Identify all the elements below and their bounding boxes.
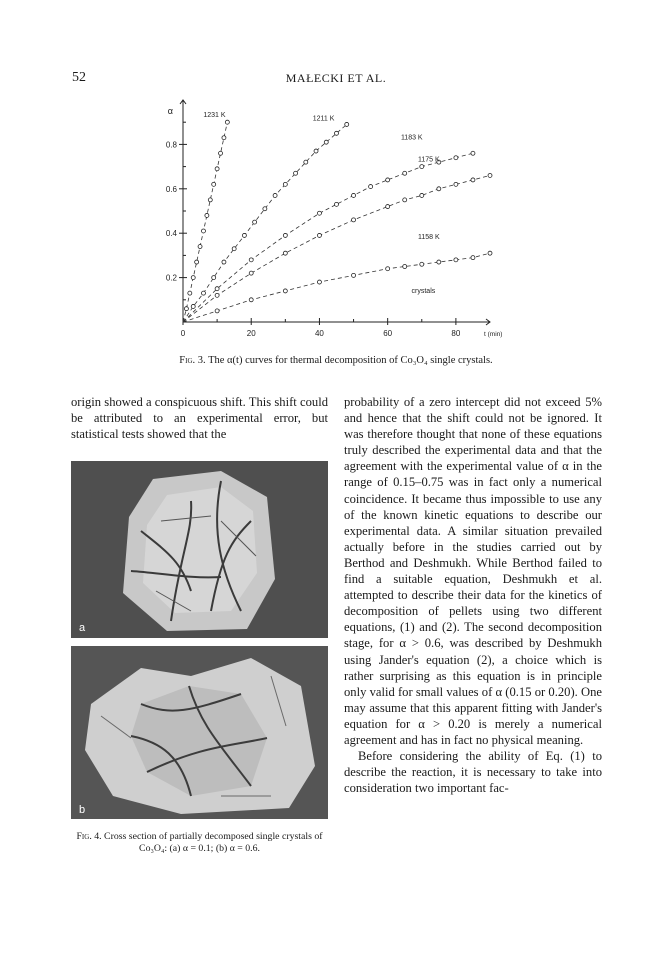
- data-point: [454, 258, 458, 262]
- series-label: 1158 K: [418, 234, 440, 242]
- figure-4-caption: [71, 831, 328, 855]
- data-point: [188, 291, 192, 295]
- right-paragraph-1: probability of a zero intercept did not exceed 5% and hence that the shift could not be ignored. It was therefore thought that none of these equations truly described the experimental data and that the agreement with the experimental value of α in the range of 0.15–0.75 was in fact only a numerical coincidence. It became thus impossible to use any of the known kinetic equations to describe our experimental data. A similar situation prevailed actually before in the studies carried out by Berthod and Deshmukh. While Berthod failed to find a suitable equation, Deshmukh et al. attempted to describe their data for the kinetics of decomposition of pellets using two different equations, (1) and (2). The second decomposition stage, for α > 0.6, was described by Deshmukh using Jander's equation (2), a choice which is rather surprising as this equation is in principle only valid for small values of α (0.15 or 0.20). One may assume that this apparent fitting with Jander's equation for α > 0.20 is merely a numerical agreement and has in fact no physical meaning.: [344, 395, 602, 747]
- series-line: [183, 124, 347, 322]
- data-point: [222, 136, 226, 140]
- series-label: 1231 K: [203, 112, 226, 120]
- y-tick-label: 0.4: [165, 229, 177, 239]
- data-point: [212, 276, 216, 280]
- data-point: [488, 251, 492, 255]
- x-axis-label: t (min): [484, 331, 503, 338]
- left-paragraph: origin showed a conspicuous shift. This shift could be attributed to an experimental error, but statistical tests showed that the: [71, 395, 328, 442]
- data-point: [420, 165, 424, 169]
- data-point: [352, 273, 356, 277]
- figure-4a-photo: [71, 461, 328, 638]
- series-label: 1183 K: [400, 134, 423, 142]
- figure-4-caption-text: Cross section of partially decomposed single crystals of Co₃O₄: (a) α = 0.1; (b) α = 0.6.: [104, 831, 323, 854]
- data-point: [191, 276, 195, 280]
- y-tick-label: 0.8: [165, 140, 177, 150]
- figure-3-label: Fig. 3.: [179, 355, 206, 366]
- data-point: [215, 287, 219, 291]
- data-point: [198, 245, 202, 249]
- y-axis-label: α: [167, 106, 173, 116]
- page-number: 52: [72, 70, 86, 85]
- data-point: [437, 187, 441, 191]
- figure-3-caption-text: The α(t) curves for thermal decomposition of Co₃O₄ single crystals.: [208, 355, 493, 366]
- data-point: [205, 213, 209, 217]
- figure-4a-label: a: [79, 622, 86, 634]
- data-point: [304, 160, 308, 164]
- data-point: [420, 193, 424, 197]
- x-tick-label: 60: [383, 329, 393, 338]
- data-point: [317, 233, 321, 237]
- data-point: [249, 271, 253, 275]
- data-point: [249, 298, 253, 302]
- data-point: [403, 198, 407, 202]
- data-point: [283, 182, 287, 186]
- x-tick-label: 40: [314, 329, 324, 338]
- data-point: [352, 218, 356, 222]
- series-label: 1211 K: [312, 115, 335, 123]
- figure-4b-photo: [71, 646, 328, 819]
- data-point: [420, 262, 424, 266]
- data-point: [314, 149, 318, 153]
- data-point: [215, 167, 219, 171]
- right-paragraph-2: Before considering the ability of Eq. (1) to describe the reaction, it is necessary to take into consideration two important fac-: [344, 749, 602, 796]
- data-point: [253, 220, 257, 224]
- data-point: [345, 122, 349, 126]
- data-point: [222, 260, 226, 264]
- data-point: [317, 211, 321, 215]
- figure-3-chart: [150, 90, 510, 345]
- data-point: [219, 151, 223, 155]
- data-point: [386, 205, 390, 209]
- data-point: [335, 131, 339, 135]
- x-tick-label: 80: [451, 329, 461, 338]
- data-point: [195, 260, 199, 264]
- data-point: [335, 202, 339, 206]
- figure-4-label: Fig. 4.: [76, 831, 102, 842]
- data-point: [201, 229, 205, 233]
- data-point: [386, 178, 390, 182]
- left-text-column: [71, 394, 328, 442]
- data-point: [352, 193, 356, 197]
- data-point: [283, 233, 287, 237]
- crystals-annotation: crystals: [411, 288, 436, 296]
- data-point: [317, 280, 321, 284]
- data-point: [215, 309, 219, 313]
- x-tick-label: 0: [180, 329, 186, 338]
- figure-4b-label: b: [79, 804, 86, 816]
- right-text-column: [344, 394, 602, 796]
- data-point: [201, 291, 205, 295]
- data-point: [437, 260, 441, 264]
- y-tick-label: 0.2: [165, 273, 177, 283]
- data-point: [471, 151, 475, 155]
- data-point: [403, 171, 407, 175]
- data-point: [232, 247, 236, 251]
- series-line: [183, 175, 490, 322]
- data-point: [215, 293, 219, 297]
- data-point: [283, 289, 287, 293]
- running-head: MAŁECKI ET AL.: [285, 71, 387, 85]
- data-point: [283, 251, 287, 255]
- data-point: [225, 120, 229, 124]
- data-point: [369, 185, 373, 189]
- data-point: [471, 178, 475, 182]
- data-point: [454, 182, 458, 186]
- data-point: [184, 307, 188, 311]
- data-point: [208, 198, 212, 202]
- data-point: [403, 265, 407, 269]
- data-point: [249, 258, 253, 262]
- x-tick-label: 20: [246, 329, 256, 338]
- data-point: [242, 233, 246, 237]
- y-tick-label: 0.6: [165, 184, 177, 194]
- data-point: [324, 140, 328, 144]
- data-point: [488, 173, 492, 177]
- data-point: [471, 256, 475, 260]
- data-point: [273, 193, 277, 197]
- figure-3-caption: [0, 355, 672, 366]
- data-point: [294, 171, 298, 175]
- data-point: [191, 304, 195, 308]
- series-label: 1175 K: [418, 156, 440, 164]
- data-point: [212, 182, 216, 186]
- data-point: [454, 156, 458, 160]
- data-point: [263, 207, 267, 211]
- data-point: [386, 267, 390, 271]
